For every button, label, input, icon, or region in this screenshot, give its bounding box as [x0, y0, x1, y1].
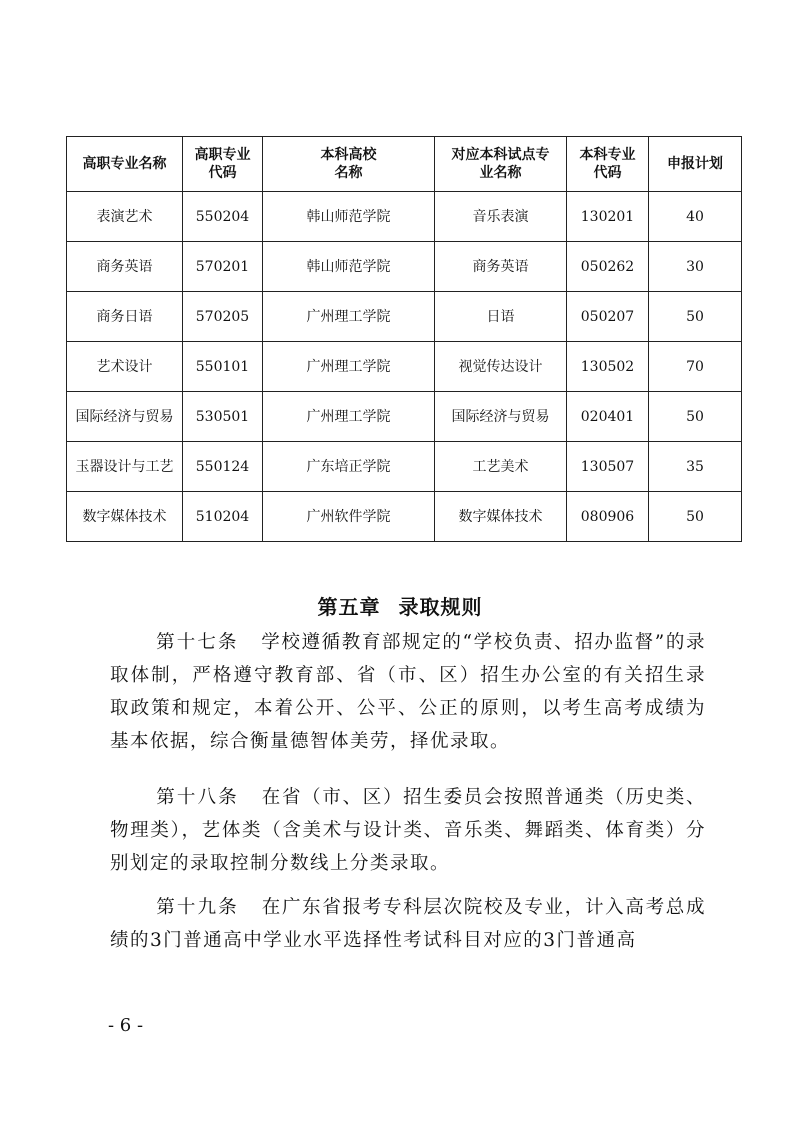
article-label: 第十七条	[156, 632, 239, 653]
cell-vocational-code: 570205	[183, 292, 263, 342]
cell-bachelor-major: 视觉传达设计	[435, 342, 567, 392]
cell-university: 韩山师范学院	[263, 242, 435, 292]
cell-bachelor-major: 工艺美术	[435, 442, 567, 492]
article-label: 第十八条	[156, 787, 240, 808]
enrollment-plan-table	[66, 136, 742, 542]
cell-vocational-major: 国际经济与贸易	[67, 392, 183, 442]
chapter-title: 录取规则	[398, 595, 483, 619]
cell-vocational-code: 550101	[183, 342, 263, 392]
cell-bachelor-major: 数字媒体技术	[435, 492, 567, 542]
header-cell	[649, 137, 742, 192]
header-text: 申报计划	[667, 156, 723, 172]
article-text: 在省（市、区）招生委员会按照普通类（历史类、物理类），艺体类（含美术与设计类、音乐类、舞蹈类、体育类）分别划定的录取控制分数线上分类录取。	[110, 787, 706, 874]
table-row	[67, 492, 742, 542]
article-17	[110, 626, 706, 758]
cell-university: 韩山师范学院	[263, 192, 435, 242]
cell-vocational-major: 玉器设计与工艺	[67, 442, 183, 492]
cell-university: 广州理工学院	[263, 342, 435, 392]
cell-vocational-code: 550124	[183, 442, 263, 492]
cell-bachelor-major: 国际经济与贸易	[435, 392, 567, 442]
cell-bachelor-major: 日语	[435, 292, 567, 342]
article-19	[110, 891, 706, 957]
table-row	[67, 342, 742, 392]
cell-bachelor-code: 130507	[567, 442, 649, 492]
header-text: 高职专业名称	[82, 156, 167, 172]
cell-vocational-code: 530501	[183, 392, 263, 442]
table-row	[67, 392, 742, 442]
header-cell	[183, 137, 263, 192]
chapter-number: 第五章	[317, 595, 381, 619]
chapter-heading	[0, 591, 800, 620]
cell-vocational-major: 商务英语	[67, 242, 183, 292]
header-text: 本科专业 代码	[579, 147, 636, 181]
header-text: 高职专业 代码	[194, 147, 251, 181]
cell-bachelor-code: 130502	[567, 342, 649, 392]
cell-plan-count: 50	[649, 492, 742, 542]
cell-bachelor-code: 130201	[567, 192, 649, 242]
article-18	[110, 781, 706, 880]
header-cell	[435, 137, 567, 192]
cell-plan-count: 50	[649, 392, 742, 442]
header-cell	[263, 137, 435, 192]
table-row	[67, 292, 742, 342]
cell-vocational-major: 商务日语	[67, 292, 183, 342]
table-row	[67, 442, 742, 492]
header-cell	[567, 137, 649, 192]
cell-bachelor-code: 020401	[567, 392, 649, 442]
article-text: 在广东省报考专科层次院校及专业，计入高考总成绩的3门普通高中学业水平选择性考试科目对应的3门普通高	[110, 897, 706, 951]
cell-bachelor-code: 050207	[567, 292, 649, 342]
cell-plan-count: 40	[649, 192, 742, 242]
cell-university: 广州软件学院	[263, 492, 435, 542]
table-header-row	[67, 137, 742, 192]
cell-vocational-code: 570201	[183, 242, 263, 292]
cell-vocational-major: 表演艺术	[67, 192, 183, 242]
cell-vocational-major: 数字媒体技术	[67, 492, 183, 542]
header-text: 本科高校 名称	[320, 147, 377, 181]
cell-plan-count: 35	[649, 442, 742, 492]
cell-vocational-code: 510204	[183, 492, 263, 542]
cell-vocational-code: 550204	[183, 192, 263, 242]
header-cell	[67, 137, 183, 192]
cell-bachelor-code: 080906	[567, 492, 649, 542]
page-number: - 6 -	[108, 1015, 144, 1036]
cell-plan-count: 30	[649, 242, 742, 292]
cell-university: 广东培正学院	[263, 442, 435, 492]
cell-bachelor-major: 商务英语	[435, 242, 567, 292]
cell-university: 广州理工学院	[263, 392, 435, 442]
table-row	[67, 242, 742, 292]
header-text: 对应本科试点专 业名称	[451, 147, 550, 181]
cell-vocational-major: 艺术设计	[67, 342, 183, 392]
table-row	[67, 192, 742, 242]
cell-bachelor-code: 050262	[567, 242, 649, 292]
article-text: 学校遵循教育部规定的“学校负责、招办监督”的录取体制，严格遵守教育部、省（市、区）招生办公室的有关招生录取政策和规定，本着公开、公平、公正的原则，以考生高考成绩为基本依据，综合衡量德智体美劳，择优录取。	[110, 632, 706, 752]
cell-plan-count: 70	[649, 342, 742, 392]
cell-plan-count: 50	[649, 292, 742, 342]
article-label: 第十九条	[156, 897, 240, 918]
cell-bachelor-major: 音乐表演	[435, 192, 567, 242]
cell-university: 广州理工学院	[263, 292, 435, 342]
